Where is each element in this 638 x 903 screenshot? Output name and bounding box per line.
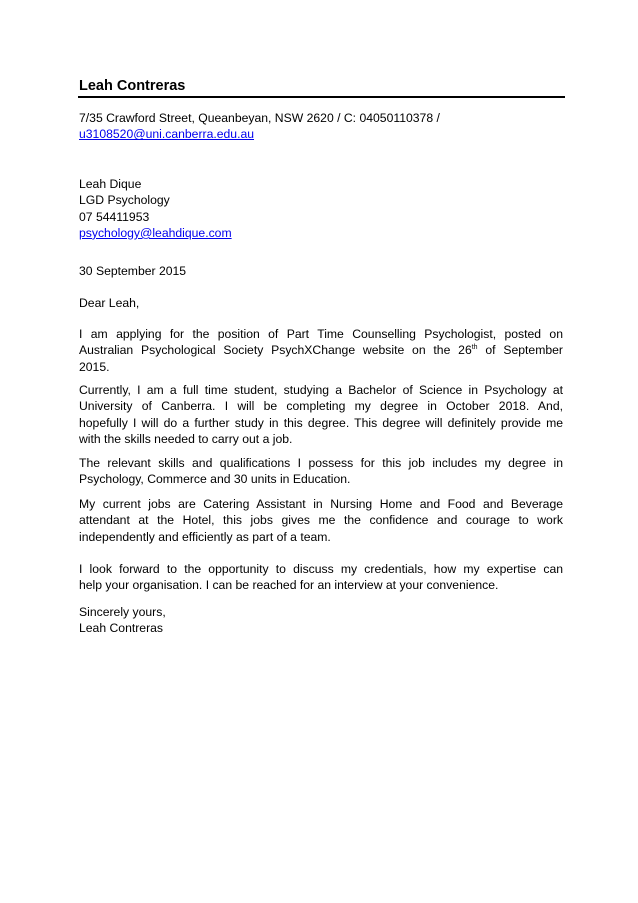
paragraph-line: help your organisation. I can be reached for an interview at your convenience. xyxy=(79,578,499,593)
salutation-text: Dear Leah, xyxy=(79,296,140,310)
paragraph-line: I am applying for the position of Part Time Counselling Psychologist, posted on xyxy=(79,327,563,341)
paragraph-jobs xyxy=(79,496,563,545)
salutation xyxy=(79,295,563,311)
paragraph-line: independently and efficiently as part of a team. xyxy=(79,529,331,544)
valediction: Sincerely yours, xyxy=(79,605,166,619)
paragraph-line: The relevant skills and qualifications I possess for this job includes my degree in xyxy=(79,456,563,470)
letter-date xyxy=(79,263,563,279)
paragraph-line: Psychology, Commerce and 30 units in Education. xyxy=(79,472,351,487)
recipient-phone: 07 54411953 xyxy=(79,209,150,224)
superscript-ordinal: th xyxy=(471,344,478,352)
paragraph-line: 2015. xyxy=(79,359,110,374)
paragraph-line: My current jobs are Catering Assistant in Nursing Home and Food and Beverage xyxy=(79,497,563,511)
paragraph-line: hopefully I will do a further study in this degree. This degree will definitely provide me xyxy=(79,415,563,430)
recipient-company: LGD Psychology xyxy=(79,193,170,208)
sender-name: Leah Contreras xyxy=(79,78,186,94)
paragraph-closing xyxy=(79,561,563,594)
paragraph-line: University of Canberra. I will be completing my degree in October 2018. And, xyxy=(79,399,563,414)
paragraph-education xyxy=(79,382,563,447)
recipient-email-link[interactable]: psychology@leahdique.com xyxy=(79,225,232,240)
header-divider xyxy=(78,96,565,98)
paragraph-application xyxy=(79,326,563,375)
sender-contact xyxy=(79,110,563,143)
paragraph-line: attendant at the Hotel, this jobs gives me the confidence and courage to work xyxy=(79,513,563,528)
signoff xyxy=(79,604,563,637)
date-text: 30 September 2015 xyxy=(79,264,187,278)
paragraph-line: I look forward to the opportunity to discuss my credentials, how my expertise can xyxy=(79,562,563,576)
recipient-name: Leah Dique xyxy=(79,177,142,191)
sender-address: 7/35 Crawford Street, Queanbeyan, NSW 2620 / C: 04050110378 / xyxy=(79,111,440,125)
paragraph-skills xyxy=(79,455,563,488)
sender-email-link[interactable]: u3108520@uni.canberra.edu.au xyxy=(79,127,255,142)
recipient-block xyxy=(79,176,563,241)
signature-name: Leah Contreras xyxy=(79,621,164,636)
paragraph-line: Australian Psychological Society PsychXChange website on the 26th of September xyxy=(79,343,563,358)
paragraph-line: with the skills needed to carry out a job. xyxy=(79,431,293,446)
paragraph-line: Currently, I am a full time student, studying a Bachelor of Science in Psychology at xyxy=(79,383,563,397)
